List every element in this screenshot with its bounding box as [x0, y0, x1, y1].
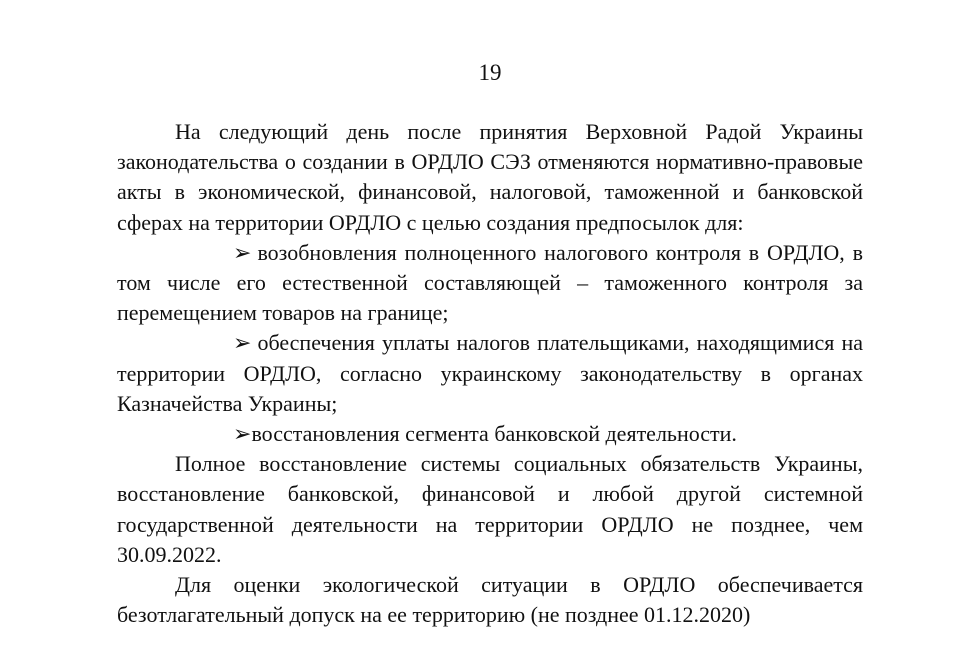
paragraph-text: На следующий день после принятия Верховной Радой Украины законодательства о создании в ОРДЛО СЭЗ отменяются нормативно-правовые акты в экономической, финансовой, налоговой, таможенной и банковской сферах на территории ОРДЛО с целью создания предпосылок для:: [117, 119, 863, 235]
paragraph-ecology: [117, 570, 863, 630]
arrow-bullet-icon: ➢: [233, 330, 252, 356]
bullet-text: восстановления сегмента банковской деятельности.: [251, 421, 737, 447]
document-body: [117, 117, 863, 630]
arrow-bullet-icon: ➢: [233, 421, 252, 447]
paragraph-text: Для оценки экологической ситуации в ОРДЛО обеспечивается безотлагательный допуск на ее территорию (не позднее 01.12.2020): [117, 572, 863, 628]
paragraph-intro: [117, 117, 863, 238]
paragraph-text: Полное восстановление системы социальных обязательств Украины, восстановление банковской, финансовой и любой другой системной государственной деятельности на территории ОРДЛО не позднее, чем 30.09.2022.: [117, 451, 863, 567]
bullet-item-tax-payment: [117, 328, 863, 419]
bullet-text: возобновления полноценного налогового контроля в ОРДЛО, в том числе его естественной составляющей – таможенного контроля за перемещением товаров на границе;: [117, 239, 863, 326]
bullet-item-banking: [117, 419, 863, 449]
paragraph-social-obligations: [117, 449, 863, 570]
bullet-item-tax-control: [117, 238, 863, 329]
bullet-text: обеспечения уплаты налогов плательщиками, находящимися на территории ОРДЛО, согласно украинскому законодательству в органах Казначейства Украины;: [117, 330, 863, 416]
arrow-bullet-icon: ➢: [233, 239, 252, 265]
page-number: 19: [478, 60, 502, 85]
